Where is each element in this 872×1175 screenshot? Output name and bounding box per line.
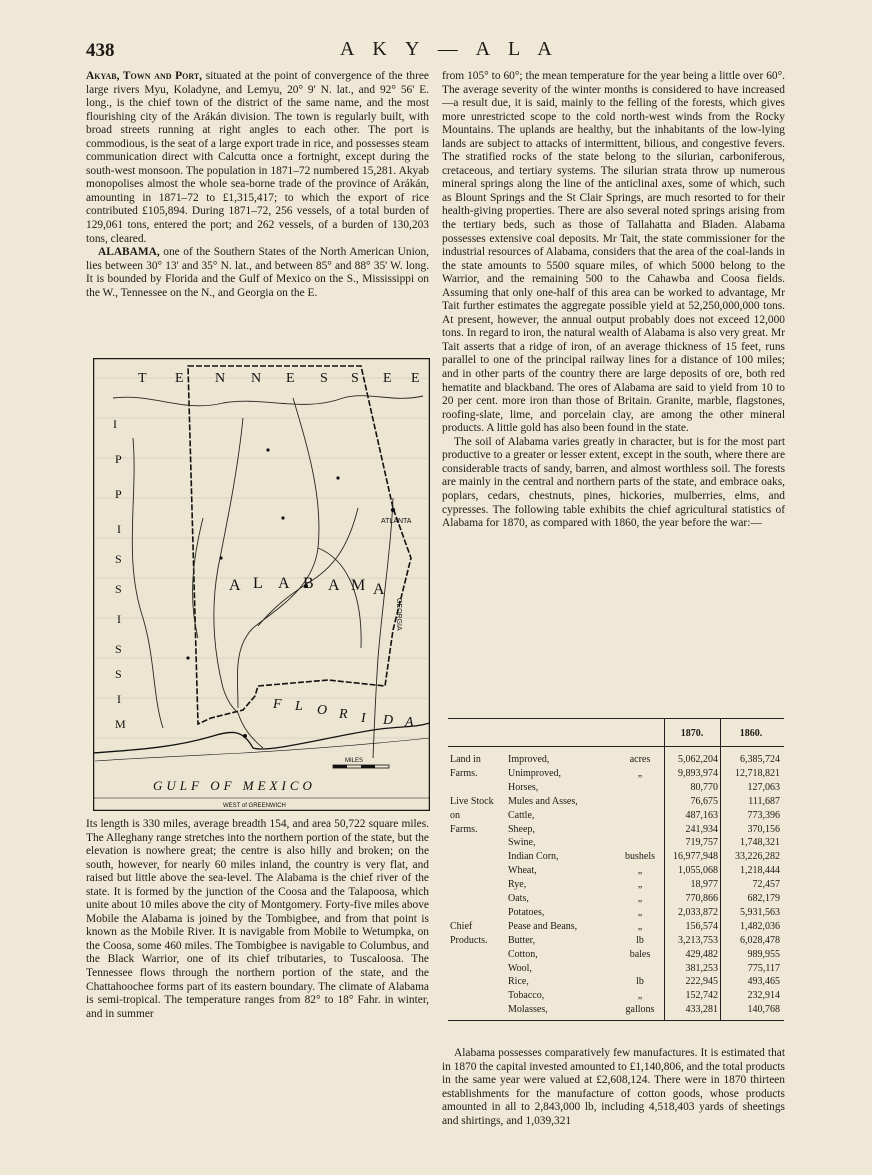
table-cell-1860: 12,718,821: [735, 767, 780, 779]
table-row-unit: „: [637, 920, 643, 932]
map-label-al-3: A: [278, 575, 290, 592]
table-cell-1860: 6,385,724: [740, 754, 780, 765]
alabama-intro: [86, 246, 429, 300]
table-cell-1870: 719,757: [685, 837, 718, 849]
table-row-item: Cotton,: [508, 948, 538, 960]
map-label-al-6: M: [351, 577, 366, 594]
alabama-headword: ALABAMA,: [98, 246, 160, 259]
table-cell-1870: 381,253: [685, 962, 718, 974]
table-row-item: Butter,: [508, 934, 536, 946]
table-cell-1870: 429,482: [685, 948, 718, 960]
table-row-item: Potatoes,: [508, 906, 545, 918]
table-cell-1860: 33,226,282: [735, 851, 780, 863]
table-cell-1860: 1,748,321: [740, 837, 780, 849]
map-label-fl-2: L: [295, 699, 303, 714]
map-label-n1: N: [215, 371, 226, 386]
table-row-group: Products.: [450, 934, 488, 946]
left-column-top: [86, 70, 429, 300]
table-cell-1870: 18,977: [690, 879, 718, 891]
map-label-georgia: GEORGIA: [395, 598, 402, 631]
table-row-unit: „: [637, 990, 643, 1002]
table-row-unit: bales: [629, 948, 651, 960]
table-row-item: Molasses,: [508, 1004, 548, 1016]
table-cell-1870: 5,062,204: [678, 754, 718, 765]
table-cell-1860: 5,931,563: [740, 906, 780, 918]
table-row-item: Wool,: [508, 962, 532, 974]
table-cell-1860: 6,028,478: [740, 934, 780, 946]
map-label-s1: S: [320, 371, 328, 386]
table-row-unit: lb: [636, 976, 644, 988]
alabama-geography-paragraph: Its length is 330 miles, average breadth 154, and area 50,722 square miles. The Alleghany range stretches into the northern portion of the state, but the elevation is nowhere great; the centre is also hilly and broken; on the south, however, for nearly 60 miles inland, the country is very flat, and raised but little above the sea-level. The Alabama is the chief river of the state. It is formed by the junction of the Coosa and the Talapoosa, which unite about 10 miles above the city of Montgomery. Forty-five miles above Mobile the Alabama is joined by the Tombigbee, and from that point is known as the Mobile River. It is navigable from Mobile to Wetumpka, on the Coosa, some 460 miles. The Tombigbee is navigable to Columbus, and the Black Warrior, one of its chief tributaries, to Tuscaloosa. The Tennessee flows through the northern portion of the state, and the Chattahoochee forms part of its eastern boundary. The climate of Alabama is semi-tropical. The temperature ranges from 82° to 18° Fahr. in winter, and in summer: [86, 818, 429, 1020]
table-row-group: Live Stock: [450, 795, 494, 807]
alabama-manufactures-paragraph: Alabama possesses comparatively few manufactures. It is estimated that in 1870 the capital invested amounted to £1,140,806, and the total products in the same year were valued at £2,608,124. There were in 1870 thirteen establishments for the manufacture of cotton goods, whose products amounted in all to 2,843,000 lb, including 4,518,403 yards of sheetings and shirtings, and 1,039,321: [442, 1047, 785, 1127]
map-label-ms-7: I: [117, 612, 121, 626]
akyab-entry: [86, 70, 429, 246]
table-row-unit: „: [637, 767, 643, 779]
table-cell-1870: 16,977,948: [673, 851, 718, 863]
map-label-e1: E: [175, 371, 184, 386]
map-label-ms-1: I: [113, 417, 117, 431]
map-label-fl-6: D: [383, 713, 394, 728]
table-row-item: Sheep,: [508, 823, 535, 835]
table-row-item: Rice,: [508, 976, 529, 988]
table-cell-1860: 111,687: [748, 795, 780, 807]
alabama-intro-text: one of the Southern States of the North American Union, lies between 30° 13' and 35° N. lat., and between 85° and 88° 35' W. long. It is bounded by Florida and the Gulf of Mexico on the S., Mississippi on the W., Tennessee on the N., and Georgia on the E.: [86, 246, 429, 299]
table-cell-1860: 1,218,444: [740, 865, 780, 877]
alabama-soil-paragraph: The soil of Alabama varies greatly in character, but is for the most part productive to a greater or lesser extent, except in the south, where there are considerable tracts of sandy, barren, and almost worthless soil. The forests are mainly in the central and northern parts of the state, and embrace oaks, poplars, cedars, chestnuts, pines, hickories, mulberries, elms, and cypresses. The following table exhibits the chief agricultural statistics of Alabama for 1870, as compared with 1860, the year before the war:—: [442, 435, 785, 530]
map-label-al-2: L: [253, 575, 263, 592]
table-row-item: Cattle,: [508, 809, 535, 821]
map-label-fl-1: F: [273, 697, 282, 712]
alabama-climate-paragraph: from 105° to 60°; the mean temperature for the year being a little over 60°. The average severity of the winter months is considered to have increased—a result due, it is said, mainly to the felling of the forests, which gives more unrestricted scope to the cold north-west winds from the Rocky Mountains. The uplands are healthy, but the inhabitants of the low-lying lands are subject to attacks of intermittent, bilious, and congestive fevers. The stratified rocks of the state belong to the silurian, carboniferous, cretaceous, and tertiary systems. The silurian strata throw up numerous mineral springs along the line of the anticlinal axes, some of which, such as Blount Springs and the St Clair Springs, are much resorted to for their health-giving properties. There are also several noted springs arising from the tertiary beds, such as those of Tallahatta and Bladen. Alabama possesses extensive coal deposits. Mr Tait, the state commissioner for the industrial resources of Alabama, considers that the area of the coal-lands in the state amounts to 5500 square miles, of which 5000 belong to the Warrior, and the remaining 500 to the Cahawba and Coosa fields. Assuming that only one-half of this area can be worked to advantage, Mr Tait further estimates the aggregate possible yield at 52,250,000,000 tons. At present, however, the annual output probably does not exceed 12,000 tons. In regard to iron, the natural wealth of Alabama is also very great. Mr Tait asserts that a ridge of iron, of an average thickness of 15 feet, runs parallel to one of the principal railway lines for a distance of 100 miles; and in other parts of the country there are large deposits of ore, both red hematite and blackband. The ores of Alabama are said to yield from 10 to 20 per cent. more iron than those of Britain. Granite, marble, flagstones, roofing-slate, lime, and porcelain clay, are among the other mineral products. A little gold has also been found in the state.: [442, 70, 785, 435]
map-label-ms-3: P: [115, 487, 122, 501]
table-row-group: Land in: [450, 754, 481, 765]
table-cell-1870: 156,574: [685, 920, 718, 932]
table-cell-1860: 72,457: [752, 879, 780, 891]
table-row-item: Mules and Asses,: [508, 795, 578, 807]
table-row-unit: „: [637, 893, 643, 904]
table-row-unit: „: [637, 906, 643, 918]
map-label-gulf: GULF OF MEXICO: [153, 778, 316, 793]
map-label-t: T: [138, 371, 147, 386]
table-cell-1870: 770,866: [685, 893, 718, 904]
right-column-top: [442, 70, 785, 531]
table-bottom-rule: [448, 1020, 784, 1021]
table-row-group: Farms.: [450, 767, 478, 779]
map-label-e4: E: [411, 371, 420, 386]
map-label-e2: E: [286, 371, 295, 386]
page-number: 438: [86, 40, 115, 61]
table-cell-1870: 9,893,974: [678, 767, 718, 779]
table-row-item: Indian Corn,: [508, 851, 559, 863]
table-row-item: Swine,: [508, 837, 536, 849]
table-row-item: Rye,: [508, 879, 527, 891]
map-label-ms-5: S: [115, 552, 122, 566]
map-label-ms-9: S: [115, 667, 122, 681]
right-column-bottom: [442, 1047, 785, 1128]
table-cell-1870: 433,281: [685, 1004, 718, 1016]
table-header-1860: 1860.: [739, 728, 763, 739]
table-cell-1860: 370,156: [747, 823, 780, 835]
map-label-fl-5: I: [361, 711, 366, 726]
table-cell-1860: 232,914: [747, 990, 780, 1002]
running-head: A K Y — A L A: [340, 38, 559, 60]
map-label-al-7: A: [373, 581, 385, 598]
table-cell-1860: 127,063: [747, 781, 780, 793]
table-cell-1870: 241,934: [685, 823, 718, 835]
table-cell-1870: 1,055,068: [678, 865, 718, 877]
map-label-fl-3: O: [317, 703, 328, 718]
map-label-e3: E: [383, 371, 392, 386]
table-row-item: Improved,: [508, 754, 550, 765]
map-label-n2: N: [251, 371, 262, 386]
table-row-unit: gallons: [625, 1004, 655, 1016]
table-cell-1870: 3,213,753: [678, 934, 718, 946]
map-label-al-5: A: [328, 577, 340, 594]
table-cell-1860: 775,117: [747, 962, 780, 974]
table-row-item: Pease and Beans,: [508, 920, 578, 932]
map-label-ms-10: I: [117, 692, 121, 706]
table-cell-1860: 682,179: [747, 893, 780, 904]
map-label-al-4: B: [303, 575, 314, 592]
table-row-group: Farms.: [450, 823, 478, 835]
table-cell-1870: 2,033,872: [678, 906, 718, 918]
map-label-ms-11: M: [115, 717, 126, 731]
akyab-body: situated at the point of convergence of the three large rivers Myu, Koladyne, and Lemyu, 20° 9' N. lat., and 92° 56' E. long., is the chief town of the district of the same name, and the most flourishing city of the Arákán division. The town is regularly built, with broad streets running at right angles to each other. The port is commodious, is the seat of a large export trade in rice, and possesses steam communication direct with Calcutta once a fortnight, except during the south-west monsoon. The population in 1871–72 numbered 15,281. Akyab monopolises almost the whole sea-borne trade of the province of Arákán, amounting in 1871–72 to £1,315,417; to which the export of rice contributed £105,894. During 1871–72, 256 vessels, of a total burden of 129,061 tons, entered the port; and 262 vessels, of a burden of 130,203 tons, cleared.: [86, 70, 429, 245]
map-longitude-label: WEST of GREENWICH: [223, 803, 286, 809]
table-cell-1870: 487,163: [685, 809, 718, 821]
table-row-unit: bushels: [625, 851, 655, 863]
map-label-fl-7: A: [405, 715, 414, 730]
table-cell-1860: 989,955: [747, 948, 780, 960]
table-row-unit: acres: [629, 754, 651, 765]
map-scale-label: MILES: [345, 758, 364, 764]
table-row-unit: „: [637, 865, 643, 877]
table-cell-1860: 493,465: [747, 976, 780, 988]
table-row-item: Oats,: [508, 893, 529, 904]
table-row-group: on: [450, 809, 460, 821]
map-label-ms-8: S: [115, 642, 122, 656]
table-cell-1870: 80,770: [690, 781, 718, 793]
table-cell-1870: 152,742: [685, 990, 718, 1002]
map-label-atlanta: ATLANTA: [381, 518, 412, 525]
table-cell-1870: 76,675: [690, 795, 718, 807]
table-cell-1860: 140,768: [747, 1004, 780, 1016]
table-cell-1860: 1,482,036: [740, 920, 780, 932]
map-label-ms-2: P: [115, 452, 122, 466]
akyab-headword: Akyab, Town and Port,: [86, 70, 203, 82]
table-row-item: Tobacco,: [508, 990, 545, 1002]
map-label-s2: S: [351, 371, 359, 386]
map-label-fl-4: R: [339, 707, 348, 722]
left-column-bottom: [86, 818, 429, 1021]
map-label-ms-6: S: [115, 582, 122, 596]
table-row-item: Wheat,: [508, 865, 537, 877]
table-row-item: Horses,: [508, 781, 539, 793]
table-header-1870: 1870.: [680, 728, 704, 739]
table-header-rule: [448, 746, 784, 747]
agricultural-statistics-table: [448, 718, 784, 1022]
table-row-unit: lb: [636, 934, 644, 946]
table-row-item: Unimproved,: [508, 767, 562, 779]
map-label-ms-4: I: [117, 522, 121, 536]
table-cell-1860: 773,396: [747, 809, 780, 821]
table-cell-1870: 222,945: [685, 976, 718, 988]
alabama-map: [93, 358, 430, 811]
map-label-al-1: A: [229, 577, 241, 594]
table-row-unit: „: [637, 879, 643, 891]
table-top-rule: [448, 718, 784, 719]
table-row-group: Chief: [450, 920, 473, 932]
